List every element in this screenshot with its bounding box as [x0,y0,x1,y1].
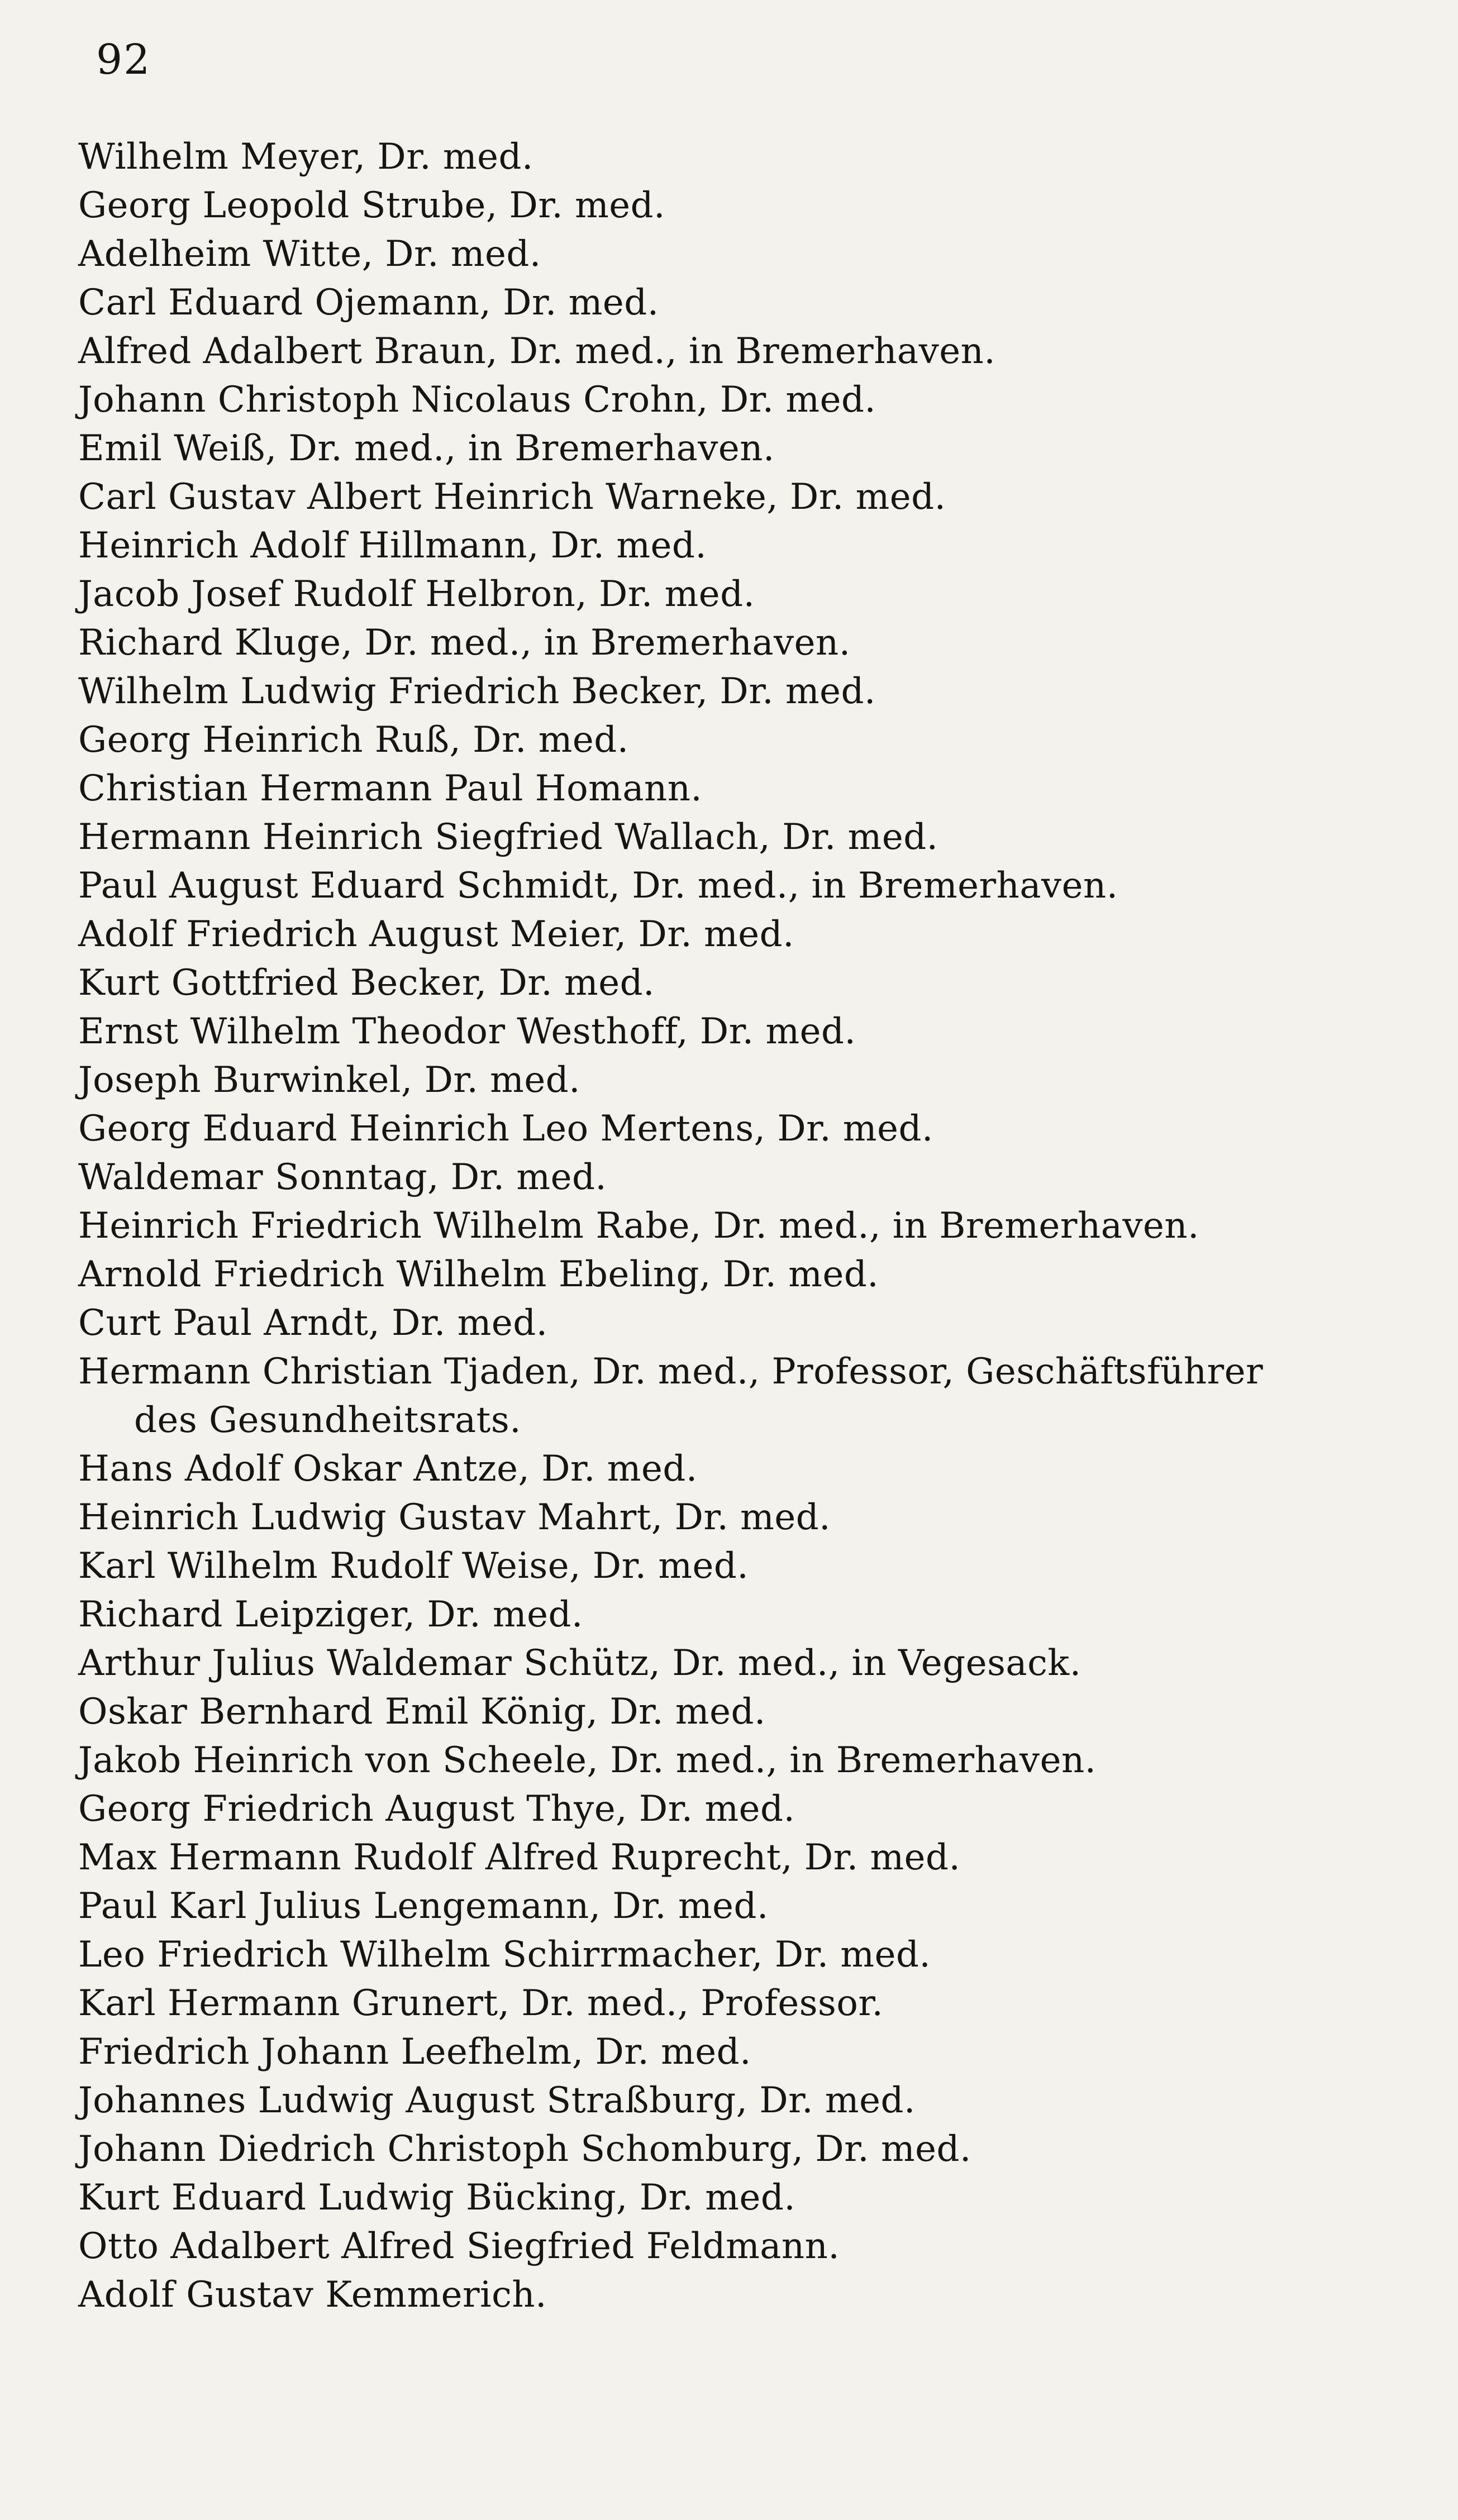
entry-text: Adolf Friedrich August Meier, Dr. med. [78,914,794,955]
entry-text: Arthur Julius Waldemar Schütz, Dr. med., in Vegesack. [78,1643,1081,1684]
entry-text: Wilhelm Ludwig Friedrich Becker, Dr. med. [78,671,876,712]
entry-text: Ernst Wilhelm Theodor Westhoff, Dr. med. [78,1011,856,1052]
list-item [78,473,1430,522]
list-item [78,133,1430,182]
list-item [78,2222,1430,2271]
list-item [78,182,1430,230]
entry-text: Richard Leipziger, Dr. med. [78,1594,583,1635]
list-item [78,619,1430,667]
entry-text: Johannes Ludwig August Straßburg, Dr. med. [78,2080,916,2121]
list-item [78,570,1430,619]
entry-text: Georg Eduard Heinrich Leo Mertens, Dr. med. [78,1108,933,1149]
entry-text: Hermann Heinrich Siegfried Wallach, Dr. med. [78,817,938,858]
list-item [78,1056,1430,1105]
entry-text: Hans Adolf Oskar Antze, Dr. med. [78,1448,698,1490]
entry-text: Oskar Bernhard Emil König, Dr. med. [78,1691,766,1732]
entry-text: Hermann Christian Tjaden, Dr. med., Professor, Geschäftsführer [78,1351,1264,1392]
list-item [78,424,1430,473]
entry-continuation: des Gesundheitsrats. [134,1400,522,1441]
list-item [78,376,1430,424]
list-item [78,1105,1430,1153]
list-item [78,716,1430,765]
list-item [78,1882,1430,1931]
list-item [78,1834,1430,1882]
entry-text: Richard Kluge, Dr. med., in Bremerhaven. [78,622,851,664]
entry-text: Johann Diedrich Christoph Schomburg, Dr. med. [78,2128,971,2170]
list-item [78,327,1430,376]
entry-text: Paul August Eduard Schmidt, Dr. med., in Bremerhaven. [78,865,1118,906]
list-item [78,1493,1430,1542]
list-item [78,1251,1430,1299]
list-item [78,1153,1430,1202]
entry-text: Adelheim Witte, Dr. med. [78,233,541,275]
entry-text: Kurt Gottfried Becker, Dr. med. [78,962,655,1004]
list-item [78,1348,1430,1445]
list-item [78,522,1430,570]
list-item [78,910,1430,959]
entry-text: Leo Friedrich Wilhelm Schirrmacher, Dr. med. [78,1934,931,1975]
list-item [78,1008,1430,1056]
list-item [78,1202,1430,1251]
entry-text: Karl Wilhelm Rudolf Weise, Dr. med. [78,1545,749,1587]
entry-text: Arnold Friedrich Wilhelm Ebeling, Dr. med. [78,1254,879,1295]
list-item [78,1979,1430,2028]
entry-text: Adolf Gustav Kemmerich. [78,2274,547,2316]
entry-text: Kurt Eduard Ludwig Bücking, Dr. med. [78,2177,796,2218]
entry-text: Georg Friedrich August Thye, Dr. med. [78,1788,795,1830]
entry-text: Heinrich Friedrich Wilhelm Rabe, Dr. med., in Bremerhaven. [78,1205,1199,1247]
entry-text: Heinrich Adolf Hillmann, Dr. med. [78,525,707,566]
list-item [78,667,1430,716]
entry-text: Georg Heinrich Ruß, Dr. med. [78,719,629,761]
entry-text: Curt Paul Arndt, Dr. med. [78,1302,548,1344]
list-item [78,1591,1430,1639]
list-item [78,1542,1430,1591]
list-item [78,1736,1430,1785]
list-item [78,813,1430,862]
list-item [78,1299,1430,1348]
entry-text: Wilhelm Meyer, Dr. med. [78,136,533,178]
entry-text: Waldemar Sonntag, Dr. med. [78,1157,607,1198]
physician-list [78,133,1430,2319]
entry-text: Alfred Adalbert Braun, Dr. med., in Bremerhaven. [78,331,996,372]
list-item [78,1688,1430,1736]
entry-text: Carl Eduard Ojemann, Dr. med. [78,282,659,323]
list-item [78,2174,1430,2222]
entry-text: Johann Christoph Nicolaus Crohn, Dr. med. [78,379,876,421]
list-item [78,2125,1430,2174]
entry-text: Carl Gustav Albert Heinrich Warneke, Dr. med. [78,476,946,518]
entry-text: Otto Adalbert Alfred Siegfried Feldmann. [78,2226,840,2267]
list-item [78,862,1430,910]
entry-text: Max Hermann Rudolf Alfred Ruprecht, Dr. med. [78,1837,961,1878]
entry-text: Christian Hermann Paul Homann. [78,768,703,809]
entry-text: Jacob Josef Rudolf Helbron, Dr. med. [78,574,755,615]
list-item [78,1445,1430,1493]
list-item [78,2028,1430,2077]
entry-text: Emil Weiß, Dr. med., in Bremerhaven. [78,428,775,469]
page-number: 92 [96,36,151,84]
list-item [78,2077,1430,2125]
entry-text: Friedrich Johann Leefhelm, Dr. med. [78,2031,751,2073]
entry-text: Joseph Burwinkel, Dr. med. [78,1059,580,1101]
entry-text: Paul Karl Julius Lengemann, Dr. med. [78,1886,769,1927]
list-item [78,1931,1430,1979]
list-item [78,1785,1430,1834]
entry-text: Heinrich Ludwig Gustav Mahrt, Dr. med. [78,1497,831,1538]
list-item [78,230,1430,279]
list-item [78,959,1430,1008]
list-item [78,1639,1430,1688]
list-item [78,765,1430,813]
list-item [78,279,1430,327]
list-item [78,2271,1430,2319]
entry-text: Jakob Heinrich von Scheele, Dr. med., in Bremerhaven. [78,1740,1097,1781]
entry-text: Karl Hermann Grunert, Dr. med., Professor. [78,1983,884,2024]
entry-text: Georg Leopold Strube, Dr. med. [78,185,665,226]
